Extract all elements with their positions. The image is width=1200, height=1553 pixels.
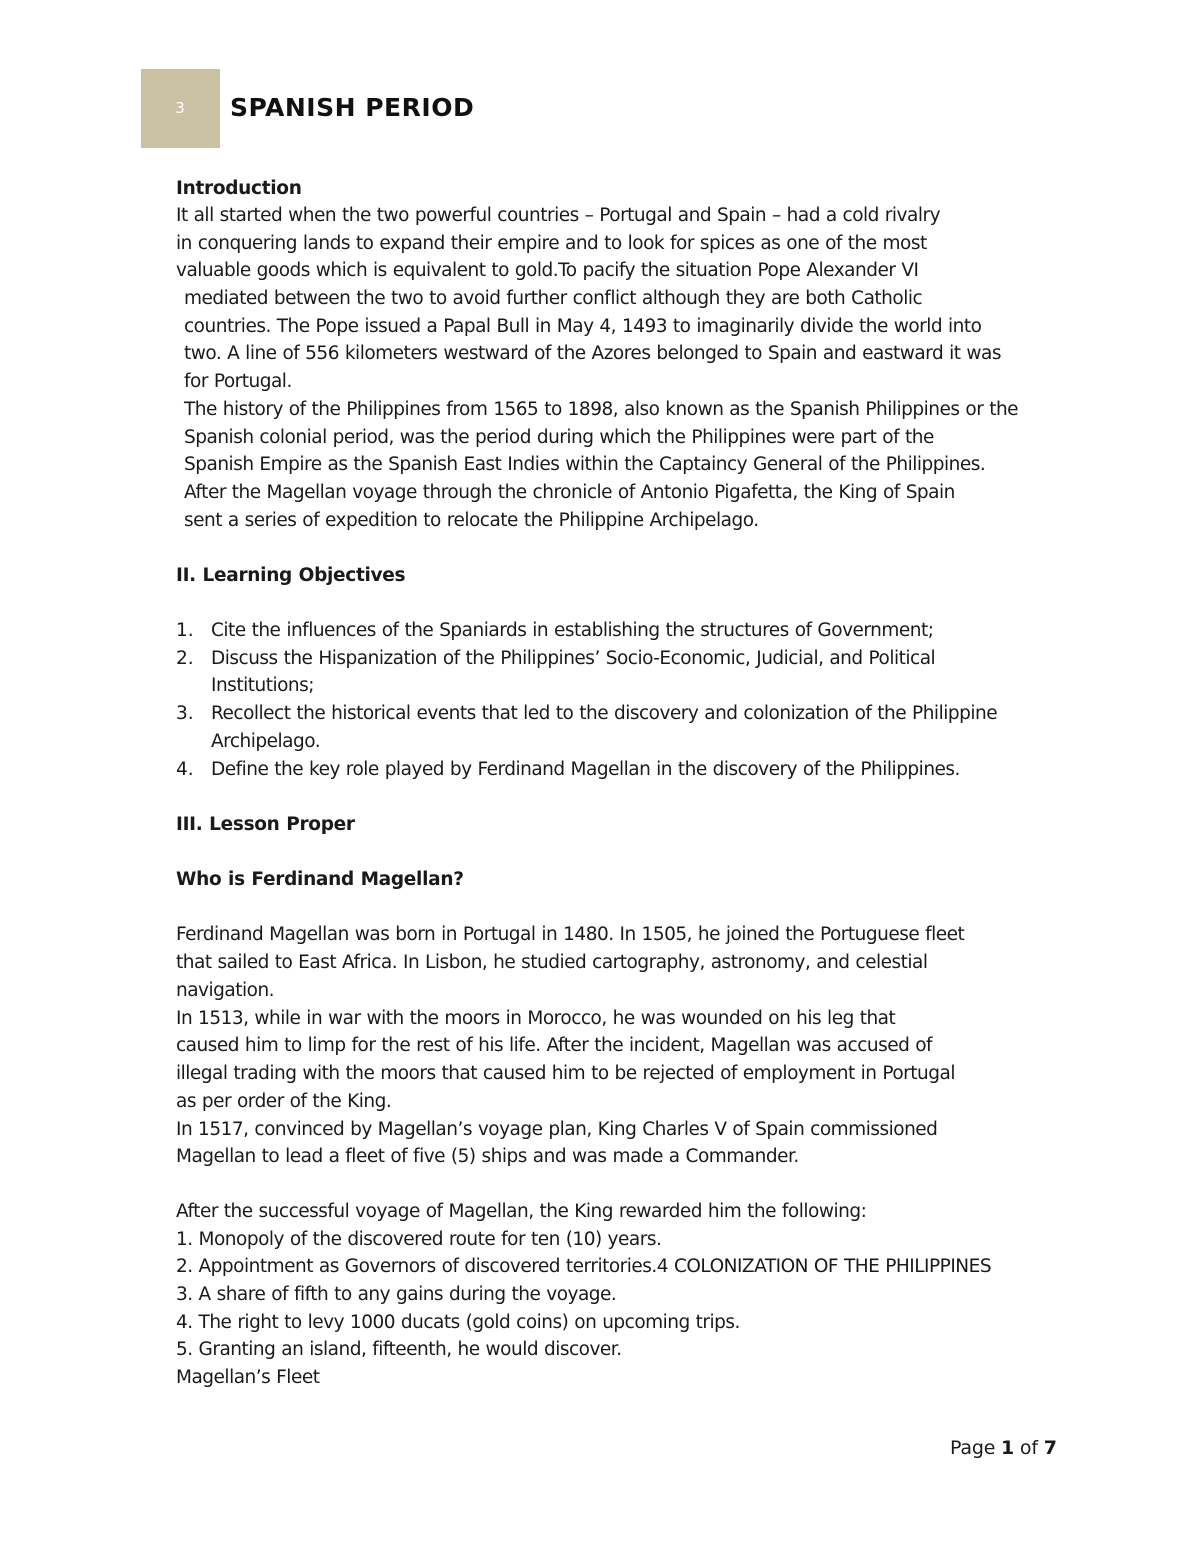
intro-line: Spanish colonial period, was the period during which the Philippines were part of the — [184, 427, 934, 448]
page-indicator — [950, 1436, 1057, 1460]
introduction-heading: Introduction — [176, 178, 302, 199]
reward-item: 1. Monopoly of the discovered route for ten (10) years. — [176, 1229, 662, 1250]
objective-number: 2. — [176, 648, 194, 669]
intro-line: countries. The Pope issued a Papal Bull in May 4, 1493 to imaginarily divide the world into — [184, 316, 982, 337]
intro-line: mediated between the two to avoid further conflict although they are both Catholic — [184, 288, 923, 309]
chapter-title: SPANISH PERIOD — [230, 93, 475, 122]
intro-line: sent a series of expedition to relocate the Philippine Archipelago. — [184, 510, 759, 531]
reward-item: 3. A share of fifth to any gains during the voyage. — [176, 1284, 617, 1305]
lesson-line: In 1517, convinced by Magellan’s voyage plan, King Charles V of Spain commissioned — [176, 1119, 938, 1140]
lesson-line: caused him to limp for the rest of his life. After the incident, Magellan was accused of — [176, 1035, 933, 1056]
lesson-heading: III. Lesson Proper — [176, 814, 355, 835]
rewards-intro: After the successful voyage of Magellan, the King rewarded him the following: — [176, 1201, 867, 1222]
objective-number: 3. — [176, 703, 194, 724]
fleet-heading: Magellan’s Fleet — [176, 1367, 320, 1388]
reward-item: 2. Appointment as Governors of discovered territories.4 COLONIZATION OF THE PHILIPPINES — [176, 1256, 992, 1277]
intro-line: It all started when the two powerful countries – Portugal and Spain – had a cold rivalry — [176, 205, 941, 226]
intro-line: The history of the Philippines from 1565 to 1898, also known as the Spanish Philippines or the — [184, 399, 1019, 420]
objective-number: 4. — [176, 759, 194, 780]
page-word: Page — [950, 1437, 996, 1459]
reward-item: 5. Granting an island, fifteenth, he would discover. — [176, 1339, 622, 1360]
reward-item: 4. The right to levy 1000 ducats (gold coins) on upcoming trips. — [176, 1312, 740, 1333]
lesson-line: In 1513, while in war with the moors in Morocco, he was wounded on his leg that — [176, 1008, 896, 1029]
lesson-line: Magellan to lead a fleet of five (5) ships and was made a Commander. — [176, 1146, 799, 1167]
intro-line: Spanish Empire as the Spanish East Indies within the Captaincy General of the Philippines. — [184, 454, 986, 475]
lesson-line: Ferdinand Magellan was born in Portugal in 1480. In 1505, he joined the Portuguese fleet — [176, 924, 965, 945]
objectives-heading: II. Learning Objectives — [176, 565, 406, 586]
objective-text: Recollect the historical events that led to the discovery and colonization of the Philippine — [211, 703, 998, 724]
chapter-number: 3 — [175, 99, 185, 117]
intro-line: in conquering lands to expand their empire and to look for spices as one of the most — [176, 233, 927, 254]
current-page-number: 1 — [1001, 1437, 1015, 1459]
objective-number: 1. — [176, 620, 194, 641]
intro-line: two. A line of 556 kilometers westward of the Azores belonged to Spain and eastward it was — [184, 343, 1001, 364]
objective-text: Archipelago. — [211, 731, 321, 752]
of-word: of — [1019, 1437, 1038, 1459]
intro-line: valuable goods which is equivalent to gold.To pacify the situation Pope Alexander VI — [176, 260, 919, 281]
lesson-subheading: Who is Ferdinand Magellan? — [176, 869, 464, 890]
intro-line: After the Magellan voyage through the chronicle of Antonio Pigafetta, the King of Spain — [184, 482, 955, 503]
lesson-line: that sailed to East Africa. In Lisbon, he studied cartography, astronomy, and celestial — [176, 952, 928, 973]
objective-text: Discuss the Hispanization of the Philippines’ Socio-Economic, Judicial, and Political — [211, 648, 936, 669]
total-pages-number: 7 — [1043, 1437, 1057, 1459]
lesson-line: navigation. — [176, 980, 275, 1001]
objective-text: Define the key role played by Ferdinand Magellan in the discovery of the Philippines. — [211, 759, 960, 780]
lesson-line: illegal trading with the moors that caused him to be rejected of employment in Portugal — [176, 1063, 955, 1084]
intro-line: for Portugal. — [184, 371, 292, 392]
objective-text: Institutions; — [211, 675, 315, 696]
objective-text: Cite the influences of the Spaniards in establishing the structures of Government; — [211, 620, 934, 641]
lesson-line: as per order of the King. — [176, 1091, 392, 1112]
